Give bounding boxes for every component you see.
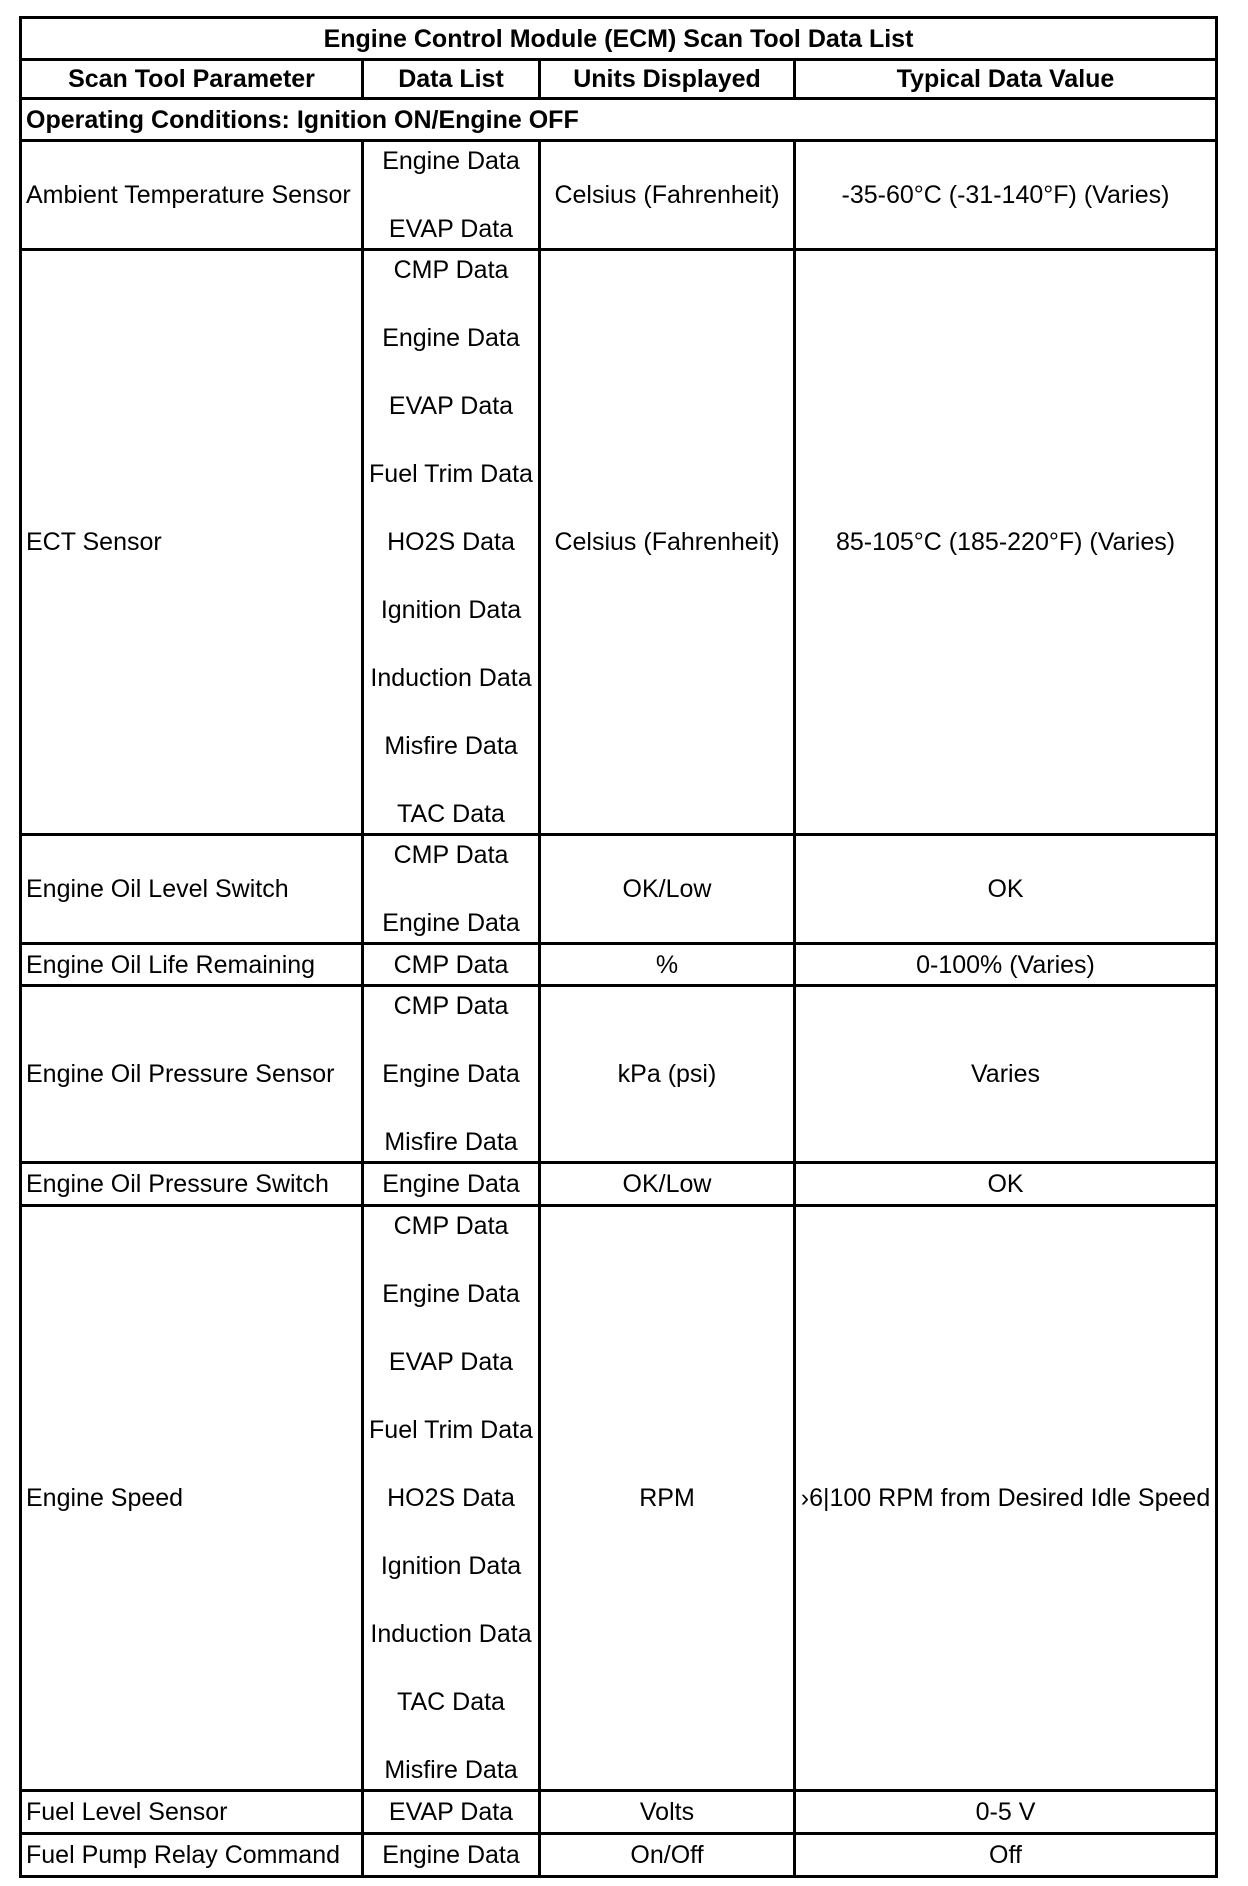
- parameter-cell: Engine Oil Life Remaining: [21, 944, 363, 986]
- data-list-cell: [363, 250, 540, 835]
- typical-value-cell: ›6|100 RPM from Desired Idle Speed: [795, 1206, 1217, 1791]
- parameter-cell: Fuel Level Sensor: [21, 1791, 363, 1834]
- data-list-cell: [363, 835, 540, 944]
- section-heading: Operating Conditions: Ignition ON/Engine OFF: [21, 99, 1217, 141]
- data-list-item: Engine Data: [382, 1841, 520, 1869]
- parameter-cell: Fuel Pump Relay Command: [21, 1834, 363, 1877]
- data-list-item: EVAP Data: [388, 1348, 514, 1376]
- typical-value-cell: 0-5 V: [795, 1791, 1217, 1834]
- table-row: [21, 986, 1217, 1163]
- units-cell: %: [540, 944, 795, 986]
- data-list-cell: [363, 1206, 540, 1791]
- typical-value-cell: Varies: [795, 986, 1217, 1163]
- table-row: [21, 1206, 1217, 1791]
- header-units-displayed: Units Displayed: [540, 60, 795, 99]
- typical-value-cell: -35-60°C (-31-140°F) (Varies): [795, 141, 1217, 250]
- table-title: Engine Control Module (ECM) Scan Tool Data List: [21, 18, 1217, 60]
- data-list-cell: [363, 986, 540, 1163]
- data-list-cell: [363, 1834, 540, 1877]
- data-list-item: CMP Data: [393, 841, 509, 869]
- data-list-cell: [363, 944, 540, 986]
- parameter-cell: ECT Sensor: [21, 250, 363, 835]
- data-list-item: Fuel Trim Data: [369, 1416, 533, 1444]
- parameter-cell: Engine Oil Level Switch: [21, 835, 363, 944]
- data-list-item: Misfire Data: [384, 1756, 518, 1784]
- typical-value-cell: Off: [795, 1834, 1217, 1877]
- table-row: [21, 1163, 1217, 1206]
- data-list-item: Misfire Data: [384, 1128, 518, 1156]
- data-list-item: TAC Data: [397, 1688, 505, 1716]
- parameter-cell: Engine Speed: [21, 1206, 363, 1791]
- data-list-item: Engine Data: [382, 1060, 520, 1088]
- data-list-item: Engine Data: [382, 1280, 520, 1308]
- units-cell: Celsius (Fahrenheit): [540, 141, 795, 250]
- typical-value-cell: 85-105°C (185-220°F) (Varies): [795, 250, 1217, 835]
- units-cell: RPM: [540, 1206, 795, 1791]
- data-list-item: HO2S Data: [387, 1484, 515, 1512]
- data-list-item: TAC Data: [397, 800, 505, 828]
- scan-tool-data-table: [19, 16, 1218, 1878]
- data-list-item: EVAP Data: [388, 1798, 514, 1826]
- data-list-item: Engine Data: [382, 1170, 520, 1198]
- typical-value-cell: OK: [795, 835, 1217, 944]
- parameter-cell: Ambient Temperature Sensor: [21, 141, 363, 250]
- table-row: [21, 1834, 1217, 1877]
- table-row: [21, 1791, 1217, 1834]
- data-list-item: Induction Data: [370, 1620, 532, 1648]
- data-list-item: CMP Data: [393, 1212, 509, 1240]
- units-cell: kPa (psi): [540, 986, 795, 1163]
- data-list-item: CMP Data: [393, 950, 509, 979]
- data-list-item: Misfire Data: [384, 732, 518, 760]
- parameter-cell: Engine Oil Pressure Switch: [21, 1163, 363, 1206]
- data-list-item: CMP Data: [393, 992, 509, 1020]
- data-list-item: Ignition Data: [380, 1552, 522, 1580]
- data-list-item: EVAP Data: [388, 215, 514, 243]
- table-row: [21, 835, 1217, 944]
- table-row: [21, 944, 1217, 986]
- data-list-item: EVAP Data: [388, 392, 514, 420]
- data-list-cell: [363, 1163, 540, 1206]
- data-list-item: Fuel Trim Data: [369, 460, 533, 488]
- typical-value-cell: 0-100% (Varies): [795, 944, 1217, 986]
- typical-value-cell: OK: [795, 1163, 1217, 1206]
- units-cell: OK/Low: [540, 1163, 795, 1206]
- header-data-list: Data List: [363, 60, 540, 99]
- data-list-item: Induction Data: [370, 664, 532, 692]
- data-list-cell: [363, 141, 540, 250]
- data-list-item: Engine Data: [382, 147, 520, 175]
- data-list-item: HO2S Data: [387, 528, 515, 556]
- data-list-cell: [363, 1791, 540, 1834]
- parameter-cell: Engine Oil Pressure Sensor: [21, 986, 363, 1163]
- data-list-item: CMP Data: [393, 256, 509, 284]
- units-cell: On/Off: [540, 1834, 795, 1877]
- header-typical-data-value: Typical Data Value: [795, 60, 1217, 99]
- data-list-item: Ignition Data: [380, 596, 522, 624]
- units-cell: OK/Low: [540, 835, 795, 944]
- table-body: [21, 99, 1217, 1877]
- document: [19, 16, 1218, 1878]
- data-list-item: Engine Data: [382, 324, 520, 352]
- data-list-item: Engine Data: [382, 909, 520, 937]
- units-cell: Volts: [540, 1791, 795, 1834]
- table-row: [21, 141, 1217, 250]
- header-scan-tool-parameter: Scan Tool Parameter: [21, 60, 363, 99]
- units-cell: Celsius (Fahrenheit): [540, 250, 795, 835]
- table-row: [21, 250, 1217, 835]
